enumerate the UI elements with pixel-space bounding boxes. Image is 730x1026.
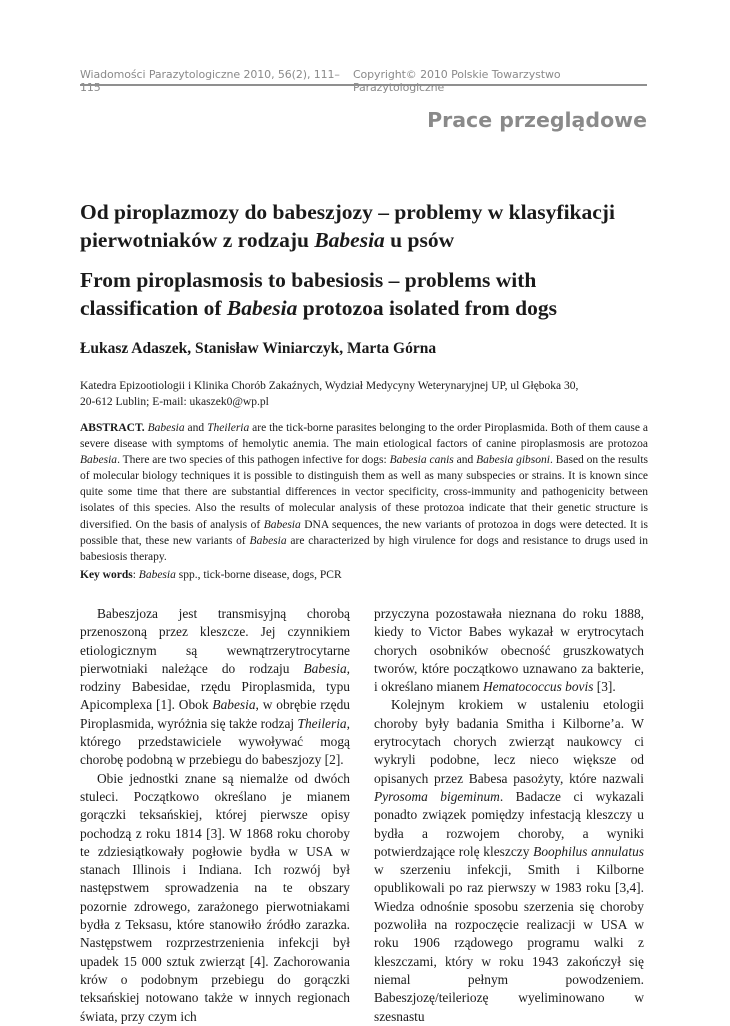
title-english: From piroplasmosis to babesiosis – problems with classification of Babesia protozoa isolated from dogs: [80, 268, 557, 320]
keywords: Key words: Babesia spp., tick-borne disease, dogs, PCR: [80, 569, 342, 581]
affiliation-line: Katedra Epizootiologii i Klinika Chorób Zakaźnych, Wydział Medycyny Weterynaryjnej UP, ul Głęboka 30,: [80, 380, 579, 392]
paragraph: przyczyna pozostawała nieznana do roku 1888, kiedy to Victor Babes wykazał w erytrocytach chorych osobników obecność gruszkowatych tworów, które początkowo uznawano za bakterie, i określano mianem Hematococcus bovis [3].: [374, 606, 644, 695]
abstract: ABSTRACT. Babesia and Theileria are the tick-borne parasites belonging to the order Piroplasmida. Both of them cause a severe disease with symptoms of hemolytic anemia. The main etiological factors of canine piroplasmosis are protozoa Babesia. There are two species of this pathogen infective for dogs: Babesia canis and Babesia gibsoni. Based on the results of molecular biology techniques it is possible to distinguish them as well as many subspecies or strains. It is known since quite some time that there are substantial differences in vector specificity, cross-immunity and pathogenicity between isolates of this species. Also the results of molecular analysis of these protozoa indicate that their genetic structure is diversified. On the basis of analysis of Babesia DNA sequences, the new variants of protozoa in dogs were detected. It is possible that, these new variants of Babesia are characterized by high virulence for dogs and resistance to drugs used in babesiosis therapy.: [80, 422, 649, 563]
paragraph: Obie jednostki znane są niemalże od dwóch stuleci. Początkowo określano je mianem gorączki teksańskiej, której pierwsze opisy pochodzą z roku 1814 [3]. W 1868 roku choroby te zdziesiątkowały pogłowie bydła w USA w stanach Illinois i Indiana. Ich rozwój był następstwem sprowadzenia na te obszary pozornie zdrowego, zarażonego pierwotniakami bydła z Teksasu, które stanowiło źródło zarazka. Następstwem rozprzestrzenienia infekcji był upadek 15 000 sztuk zwierząt [4]. Zachorowania krów o podobnym przebiegu do gorączki teksańskiej notowano także w innych regionach świata, przy czym ich: [80, 770, 350, 1024]
section-label: Prace przeglądowe: [427, 108, 647, 132]
keywords-label: Key words: [80, 569, 133, 581]
copyright-notice: Copyright© 2010 Polskie Towarzystwo Parazytologiczne: [352, 68, 561, 94]
header-rule: [80, 84, 647, 86]
paragraph: Kolejnym krokiem w ustaleniu etologii choroby były badania Smitha i Kilborne’a. W erytrocytach chorych zwierząt naukowcy ci wykryli podobne, lecz nieco większe od opisanych przez Babesa pasożyty, które nazwali Pyrosoma bigeminum. Badacze ci wykazali ponadto związek pomiędzy infestacją kleszczy u bydła a rozwojem choroby, a wyniki potwierdzające rolę kleszczy Boophilus annulatus w szerzeniu infekcji, Smith i Kilborne opublikowali po raz pierwszy w 1983 roku [3,4]. Wiedza odnośnie sposobu szerzenia się choroby pozwoliła na rozpoczęcie realizacji w USA w roku 1906 rządowego programu walki z kleszczami, który w roku 1943 zakończył się niemal pełnym powodzeniem. Babeszjozę/teileriozę wyeliminowano w szesnastu: [374, 697, 644, 1024]
affiliation-line: 20-612 Lublin; E-mail: ukaszek0@wp.pl: [80, 396, 269, 408]
journal-citation: Wiadomości Parazytologiczne 2010, 56(2), 111–115: [80, 68, 340, 94]
authors: Łukasz Adaszek, Stanisław Winiarczyk, Marta Górna: [80, 340, 437, 357]
running-header: [80, 68, 647, 94]
body-column-right: [374, 605, 644, 1026]
paragraph: Babeszjoza jest transmisyjną chorobą przenoszoną przez kleszcze. Jej czynnikiem etiologicznym są wewnątrzerytrocytarne pierwotniaki należące do rodzaju Babesia, rodziny Babesidae, rzędu Piroplasmida, typu Apicomplexa [1]. Obok Babesia, w obrębie rzędu Piroplasmida, wyróżnia się także rodzaj Theileria, którego przedstawiciele wywoływać mogą chorobę podobną w przebiegu do babeszjozy [2].: [80, 606, 350, 768]
affiliation: [80, 378, 650, 410]
abstract-label: ABSTRACT.: [80, 422, 145, 434]
title-polish: Od piroplazmozy do babeszjozy – problemy w klasyfikacji pierwotniaków z rodzaju Babesia u psów: [80, 200, 615, 252]
body-column-left: [80, 605, 350, 1026]
